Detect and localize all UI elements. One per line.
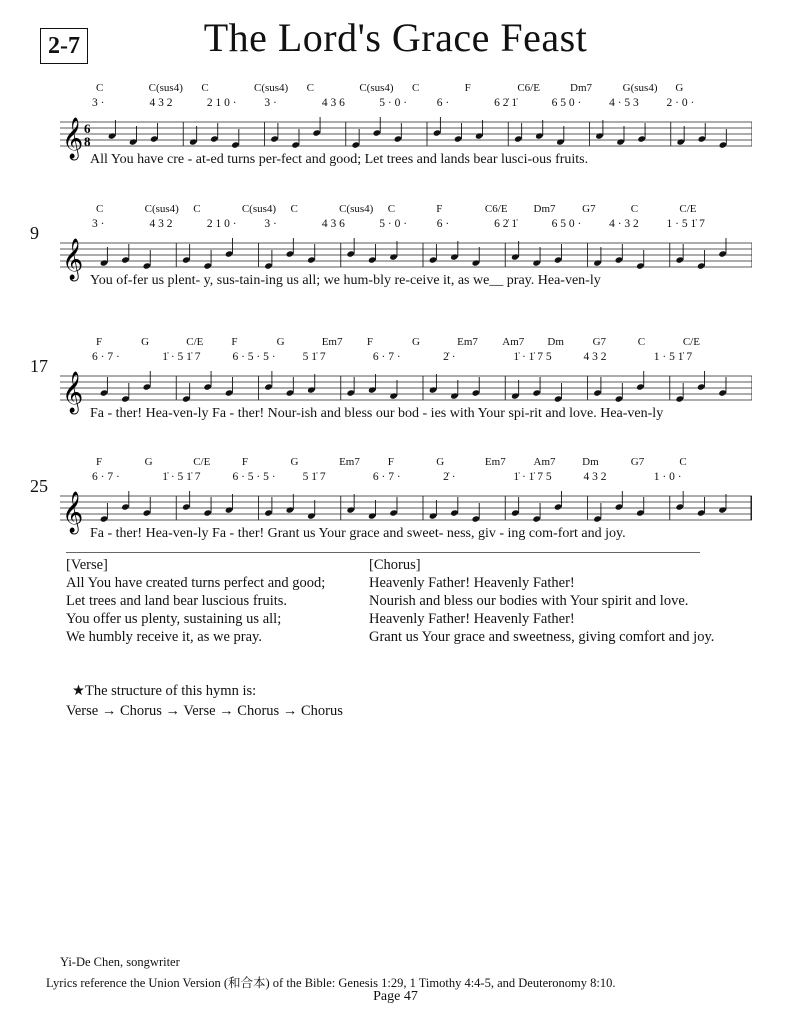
chord-symbol: C <box>96 82 104 94</box>
chord-symbol: F <box>231 336 238 348</box>
chord-symbol: F <box>241 456 248 468</box>
chord-symbol: C <box>290 203 298 215</box>
treble-clef-icon: 𝄞 <box>62 492 84 533</box>
numbered-note-group: 4 · 3 2 <box>609 218 639 230</box>
numbered-note-group: 1̇ · 5 1̇ 7 <box>162 471 201 483</box>
numbered-note-group: 6 5 0 · <box>551 218 582 230</box>
chord-symbol: Dm <box>582 456 599 468</box>
chord-symbol: G <box>290 456 299 468</box>
chord-symbol: F <box>96 456 103 468</box>
numbered-note-group: 6 · 5 · 5 · <box>232 471 276 483</box>
chord-symbol: C <box>193 203 201 215</box>
numbered-note-group: 2̇ · <box>443 351 456 363</box>
chorus-heading: [Chorus] <box>369 557 421 573</box>
verse-heading: [Verse] <box>66 557 108 573</box>
numbered-note-group: 2 · 0 · <box>666 97 695 109</box>
numbered-note-group: 1̇ · 5 1̇ 7 <box>162 351 201 363</box>
chord-symbol: C <box>412 82 420 94</box>
numbered-note-group: 6 · 5 · 5 · <box>232 351 276 363</box>
numbered-note-group: 6 · 7 · <box>372 351 401 363</box>
chord-symbol: G7 <box>630 456 645 468</box>
numbered-note-group: 6 · 7 · <box>372 471 401 483</box>
verse-line: All You have created turns perfect and good; <box>66 575 326 591</box>
chord-symbol: C(sus4) <box>359 82 394 94</box>
lyric-line: Fa - ther! Hea-ven-ly Fa - ther! Grant us Your grace and sweet- ness, giv - ing com-fort and joy. <box>90 526 626 541</box>
numbered-note-group: 3 · <box>92 97 105 109</box>
numbered-note-group: 1̇ · 1̇ 7 5 <box>513 351 552 363</box>
music-system <box>30 203 752 313</box>
hymn-number: 2-7 <box>40 28 88 64</box>
lyric-line: Fa - ther! Hea-ven-ly Fa - ther! Nour-ish and bless our bod - ies with Your spi-rit and love. Hea-ven-ly <box>90 406 664 421</box>
chord-symbol: G7 <box>582 203 596 215</box>
verse-line: You offer us plenty, sustaining us all; <box>66 611 282 627</box>
chord-symbol: C(sus4) <box>148 82 183 94</box>
measure-number: 25 <box>30 476 48 496</box>
chord-symbol: C(sus4) <box>241 203 277 215</box>
chord-symbol: Dm7 <box>570 82 592 94</box>
chord-symbol: Am7 <box>502 336 525 348</box>
chord-symbol: C <box>96 203 104 215</box>
numbered-note-group: 5 1̇ 7 <box>302 351 326 363</box>
chord-symbol: G <box>412 336 420 348</box>
star-icon: ★ <box>72 683 85 699</box>
time-signature-bottom: 8 <box>84 134 91 149</box>
chord-symbol: G <box>276 336 285 348</box>
music-system <box>30 336 752 446</box>
numbered-note-group: 4 3 6 <box>321 218 345 230</box>
chord-symbol: Em7 <box>321 336 343 348</box>
chord-symbol: C/E <box>682 336 700 348</box>
verse-line: We humbly receive it, as we pray. <box>66 629 262 645</box>
chord-symbol: G7 <box>592 336 607 348</box>
lyric-line: All You have cre - at-ed turns per-fect and good; Let trees and lands bear lusci-ous fruits. <box>90 152 589 167</box>
page-number: Page 47 <box>373 989 418 1004</box>
chord-symbol: G <box>436 456 445 468</box>
chord-symbol: G <box>675 82 684 94</box>
measure-number: 17 <box>30 356 48 376</box>
chorus-text <box>369 556 714 646</box>
divider <box>66 552 700 553</box>
chord-symbol: C <box>201 82 209 94</box>
numbered-note-group: 6 2̇ 1̇ <box>494 218 518 230</box>
numbered-note-group: 4 3 6 <box>321 97 345 109</box>
chord-symbol: G(sus4) <box>622 82 658 94</box>
treble-clef-icon: 𝄞 <box>62 118 84 159</box>
chord-symbol: C <box>679 456 687 468</box>
numbered-note-group: 4 3 2 <box>149 218 173 230</box>
time-signature-top: 6 <box>84 121 91 136</box>
numbered-note-group: 3 · <box>264 218 277 230</box>
chord-symbol: G <box>141 336 150 348</box>
treble-clef-icon: 𝄞 <box>62 372 84 413</box>
chord-symbol: C(sus4) <box>254 82 289 94</box>
chord-symbol: F <box>366 336 373 348</box>
songwriter-credit: Yi-De Chen, songwriter <box>60 955 180 969</box>
chord-symbol: F <box>436 203 443 215</box>
chord-symbol: Dm <box>547 336 564 348</box>
chord-symbol: C/E <box>193 456 211 468</box>
numbered-note-group: 6 5 0 · <box>551 97 582 109</box>
numbered-note-group: 6 · 7 · <box>92 471 120 483</box>
numbered-note-group: 1 · 0 · <box>653 471 682 483</box>
verse-text <box>66 556 325 646</box>
chord-symbol: Am7 <box>533 456 556 468</box>
numbered-note-group: 5 · 0 · <box>379 218 408 230</box>
chord-symbol: Dm7 <box>533 203 556 215</box>
numbered-note-group: 1 · 5 1̇ 7 <box>666 218 705 230</box>
numbered-note-group: 4 3 2 <box>583 351 607 363</box>
numbered-note-group: 3 · <box>92 218 105 230</box>
chord-symbol: C/E <box>186 336 204 348</box>
numbered-note-group: 4 3 2 <box>149 97 173 109</box>
numbered-note-group: 1̇ · 1̇ 7 5 <box>513 471 552 483</box>
chord-symbol: C <box>306 82 314 94</box>
chorus-line: Grant us Your grace and sweetness, giving comfort and joy. <box>369 629 715 645</box>
chord-symbol: F <box>464 82 471 94</box>
treble-clef-icon: 𝄞 <box>62 239 84 280</box>
numbered-note-group: 5 1̇ 7 <box>302 471 326 483</box>
numbered-note-group: 6 · <box>436 218 450 230</box>
chord-symbol: C(sus4) <box>339 203 374 215</box>
chord-symbol: F <box>96 336 103 348</box>
chord-symbol: C6/E <box>484 203 508 215</box>
numbered-note-group: 4 · 5 3 <box>609 97 639 109</box>
chord-symbol: Em7 <box>484 456 506 468</box>
numbered-note-group: 2 1 0 · <box>206 218 237 230</box>
structure-note <box>66 681 343 721</box>
page-title: The Lord's Grace Feast <box>203 15 588 60</box>
numbered-note-group: 2̇ · <box>443 471 456 483</box>
numbered-note-group: 5 · 0 · <box>379 97 408 109</box>
chord-symbol: C/E <box>679 203 697 215</box>
numbered-note-group: 1 · 5 1̇ 7 <box>653 351 693 363</box>
numbered-note-group: 2 1 0 · <box>206 97 237 109</box>
numbered-note-group: 6 2̇ 1̇ <box>494 97 518 109</box>
numbered-note-group: 6 · <box>436 97 450 109</box>
structure-label: The structure of this hymn is: <box>85 683 257 699</box>
chord-symbol: C <box>387 203 396 215</box>
chord-symbol: C <box>637 336 646 348</box>
music-system <box>30 456 752 566</box>
numbered-note-group: 3 · <box>264 97 277 109</box>
structure-sequence: Verse → Chorus → Verse → Chorus → Chorus <box>66 703 343 719</box>
chord-symbol: F <box>387 456 394 468</box>
music-system <box>60 82 752 192</box>
chorus-line: Heavenly Father! Heavenly Father! <box>369 575 575 591</box>
chord-symbol: C <box>630 203 639 215</box>
chord-symbol: C(sus4) <box>144 203 179 215</box>
chorus-line: Heavenly Father! Heavenly Father! <box>369 611 575 627</box>
numbered-note-group: 4 3 2 <box>583 471 607 483</box>
chord-symbol: C6/E <box>517 82 540 94</box>
chord-symbol: Em7 <box>457 336 478 348</box>
numbered-note-group: 6 · 7 · <box>92 351 120 363</box>
verse-line: Let trees and land bear luscious fruits. <box>66 593 288 609</box>
measure-number: 9 <box>30 223 39 243</box>
lyrics-reference: Lyrics reference the Union Version (和合本) of the Bible: Genesis 1:29, 1 Timothy 4:4-5, and Deuteronomy 8:10. <box>46 976 616 990</box>
lyric-line: You of-fer us plent- y, sus-tain-ing us all; we hum-bly re-ceive it, as we__ pray. Hea-ven-ly <box>90 273 601 288</box>
chord-symbol: Em7 <box>339 456 360 468</box>
chord-symbol: G <box>144 456 153 468</box>
chorus-line: Nourish and bless our bodies with Your spirit and love. <box>369 593 689 609</box>
